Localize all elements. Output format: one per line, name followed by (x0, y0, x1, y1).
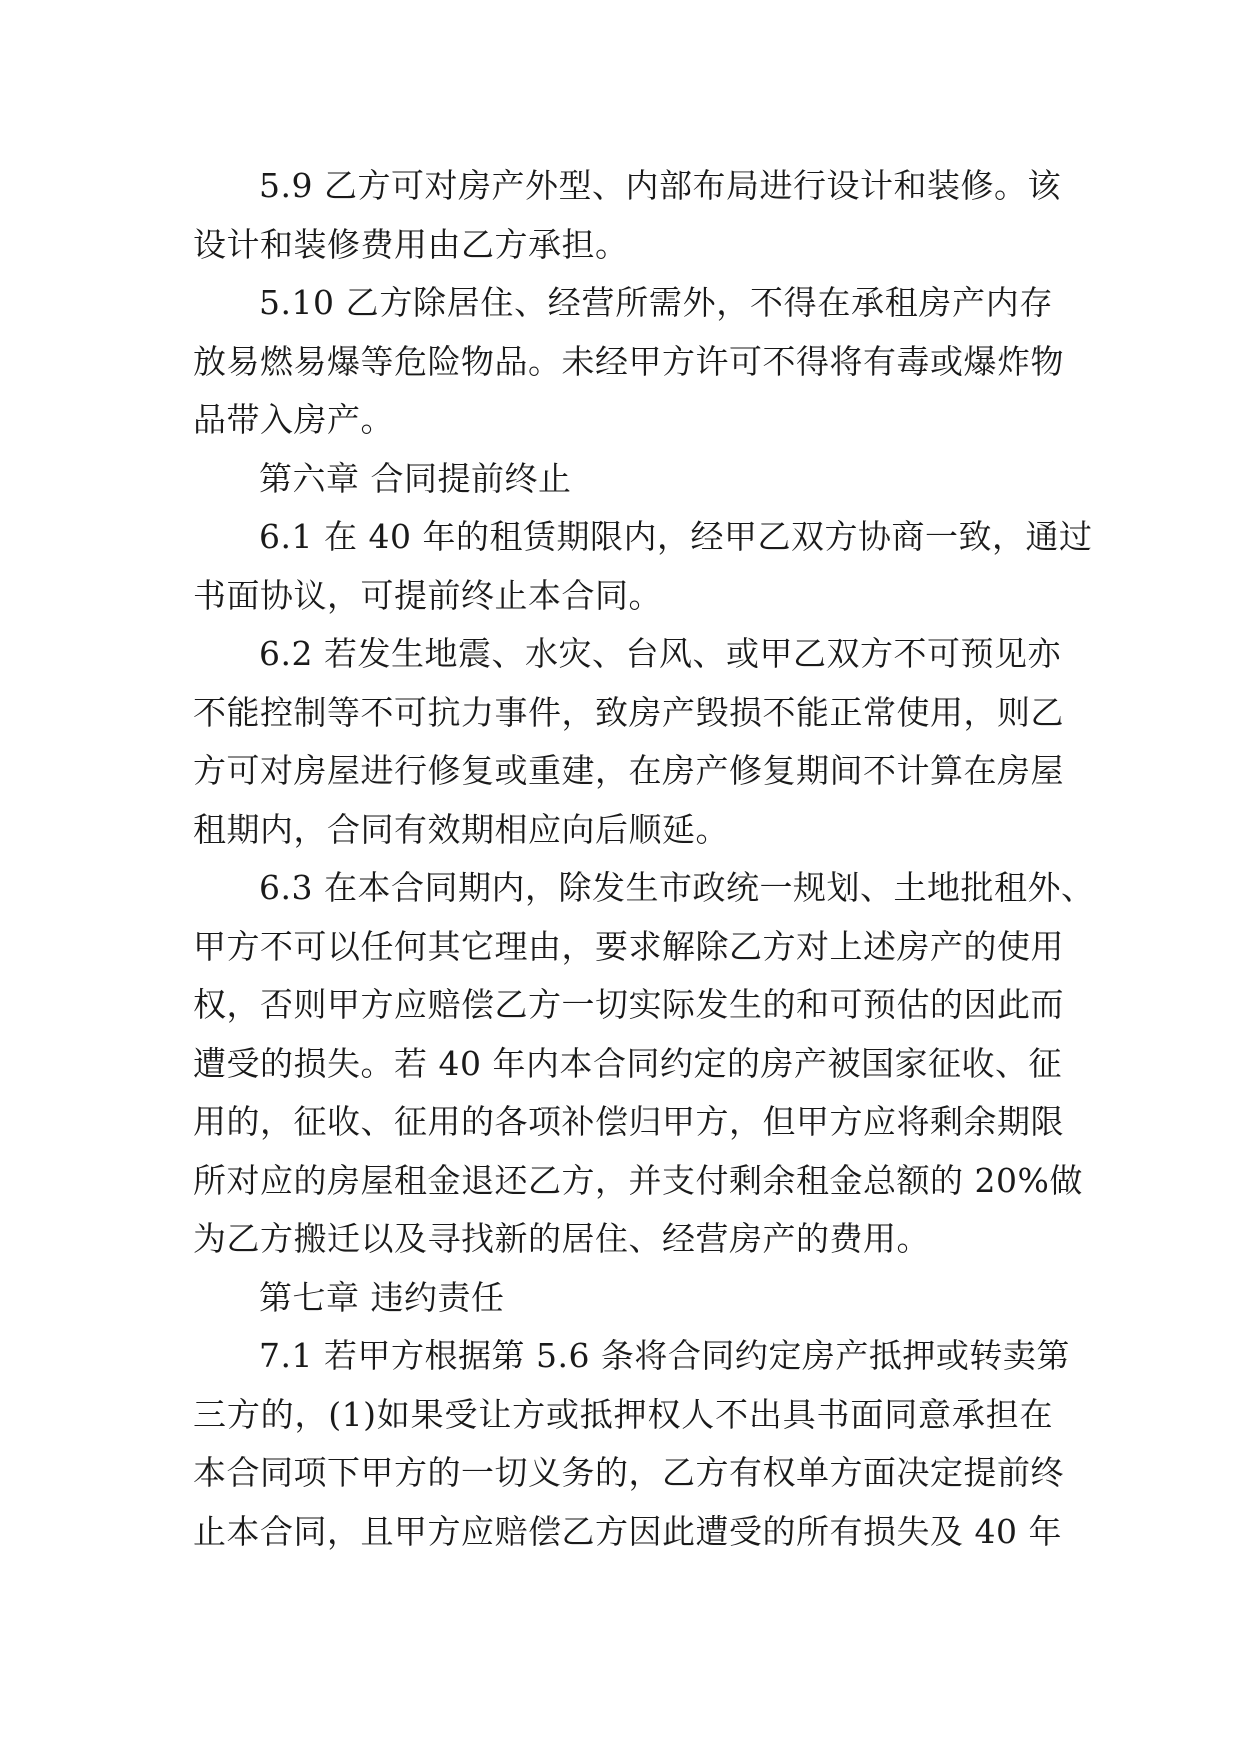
text-line: 5.9 乙方可对房产外型、内部布局进行设计和装修。该 (259, 166, 1061, 205)
text-line: 方可对房屋进行修复或重建，在房产修复期间不计算在房屋 (193, 751, 1064, 790)
text-line: 所对应的房屋租金退还乙方，并支付剩余租金总额的 20%做 (193, 1160, 1083, 1200)
document-body (193, 157, 1095, 1561)
chapter-heading: 第七章 违约责任 (259, 1277, 505, 1317)
chapter-heading: 第六章 合同提前终止 (259, 458, 572, 498)
text-line: 权，否则甲方应赔偿乙方一切实际发生的和可预估的因此而 (193, 985, 1064, 1024)
text-line: 租期内，合同有效期相应向后顺延。 (193, 809, 729, 849)
text-line: 遭受的损失。若 40 年内本合同约定的房产被国家征收、征 (193, 1043, 1062, 1083)
text-line: 6.1 在 40 年的租赁期限内，经甲乙双方协商一致，通过 (259, 517, 1093, 556)
text-line: 甲方不可以任何其它理由，要求解除乙方对上述房产的使用 (193, 926, 1064, 966)
text-line: 5.10 乙方除居住、经营所需外，不得在承租房产内存 (259, 283, 1053, 322)
text-line: 书面协议，可提前终止本合同。 (193, 575, 662, 615)
text-line: 品带入房产。 (193, 400, 394, 439)
text-line: 6.2 若发生地震、水灾、台风、或甲乙双方不可预见亦 (259, 634, 1061, 673)
text-line: 为乙方搬迁以及寻找新的居住、经营房产的费用。 (193, 1219, 930, 1258)
text-line: 不能控制等不可抗力事件，致房产毁损不能正常使用，则乙 (193, 692, 1064, 732)
text-line: 止本合同，且甲方应赔偿乙方因此遭受的所有损失及 40 年 (193, 1511, 1062, 1551)
text-line: 用的，征收、征用的各项补偿归甲方，但甲方应将剩余期限 (193, 1102, 1064, 1141)
text-line: 本合同项下甲方的一切义务的，乙方有权单方面决定提前终 (193, 1453, 1064, 1492)
text-line: 三方的，(1)如果受让方或抵押权人不出具书面同意承担在 (193, 1394, 1053, 1434)
text-line: 7.1 若甲方根据第 5.6 条将合同约定房产抵押或转卖第 (259, 1336, 1070, 1375)
text-line: 6.3 在本合同期内，除发生市政统一规划、土地批租外、 (259, 868, 1095, 907)
text-line: 设计和装修费用由乙方承担。 (193, 224, 629, 264)
text-line: 放易燃易爆等危险物品。未经甲方许可不得将有毒或爆炸物 (193, 341, 1064, 381)
